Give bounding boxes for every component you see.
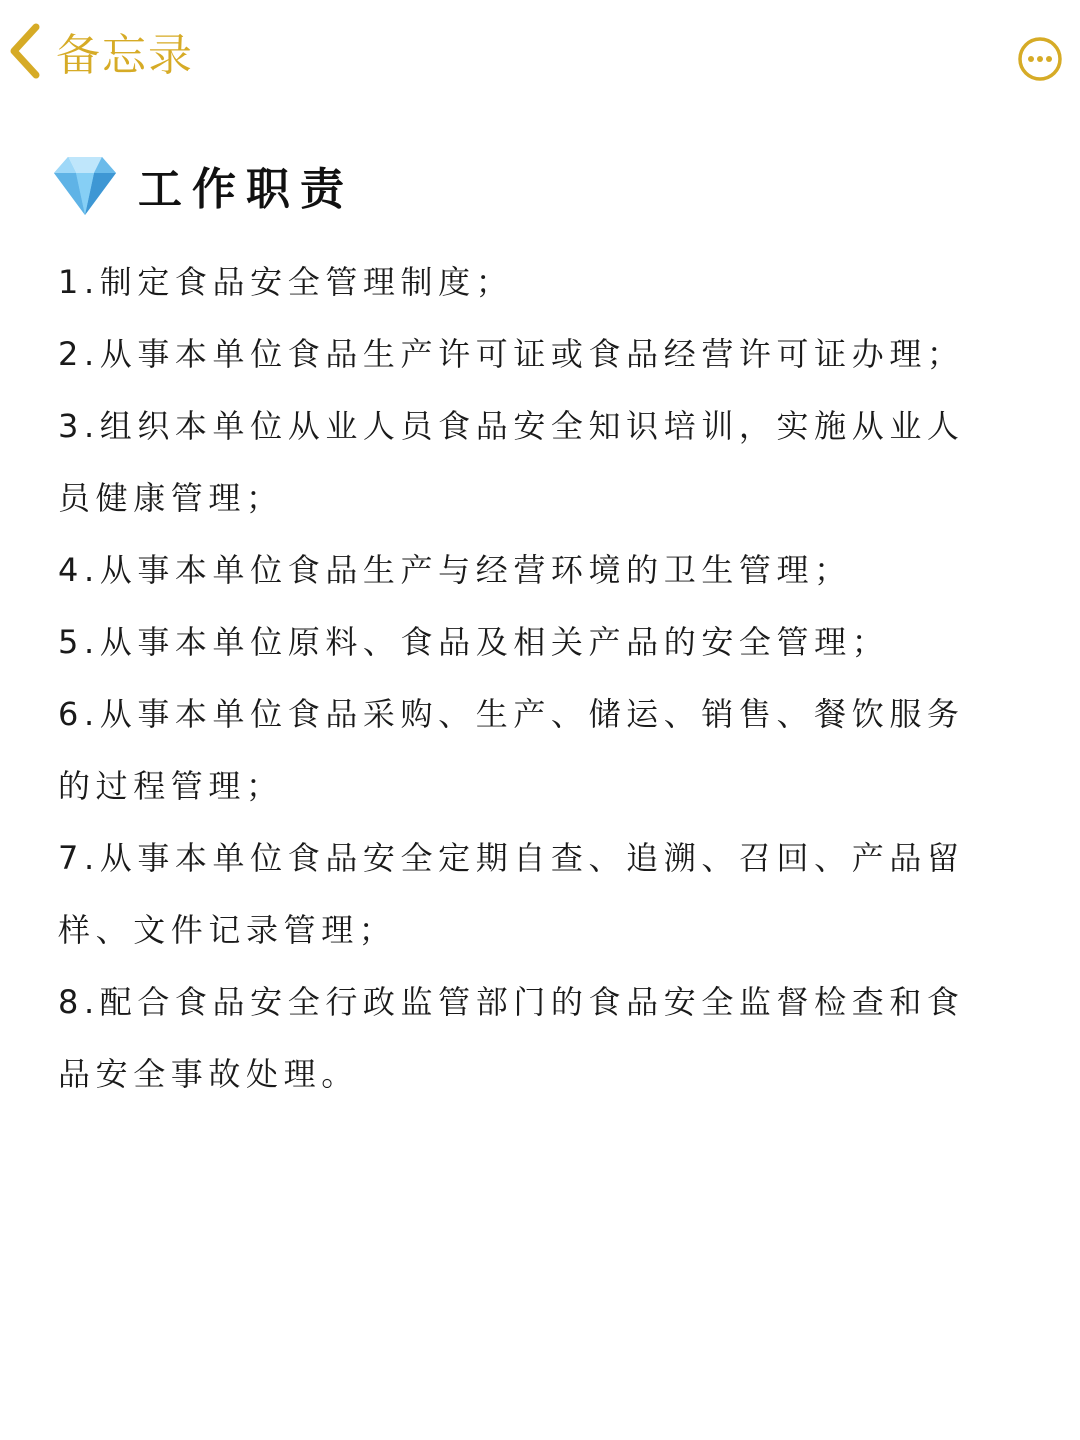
back-button[interactable] [6, 20, 194, 82]
note-line: 6.从事本单位食品采购、生产、储运、销售、餐饮服务 [58, 695, 965, 733]
diamond-icon [52, 153, 118, 217]
note-line: 2.从事本单位食品生产许可证或食品经营许可证办理； [58, 335, 965, 373]
note-line: 员健康管理； [58, 479, 284, 517]
note-line: 1.制定食品安全管理制度； [58, 263, 514, 301]
navigation-bar [0, 0, 1080, 110]
note-heading [52, 150, 354, 220]
note-line: 的过程管理； [58, 767, 284, 805]
more-options-icon [1017, 36, 1063, 82]
chevron-left-icon [6, 23, 42, 79]
note-body [58, 246, 1008, 1110]
note-line: 5.从事本单位原料、食品及相关产品的安全管理； [58, 623, 890, 661]
more-options-button[interactable] [1017, 36, 1063, 82]
note-line: 3.组织本单位从业人员食品安全知识培训，实施从业人 [58, 407, 965, 445]
note-title: 工作职责 [138, 164, 354, 215]
back-label: 备忘录 [56, 30, 194, 81]
note-line: 7.从事本单位食品安全定期自查、追溯、召回、产品留 [58, 839, 965, 877]
note-line: 8.配合食品安全行政监管部门的食品安全监督检查和食 [58, 983, 965, 1021]
note-line: 样、文件记录管理； [58, 911, 397, 949]
note-line: 4.从事本单位食品生产与经营环境的卫生管理； [58, 551, 852, 589]
note-line: 品安全事故处理。 [58, 1055, 359, 1093]
